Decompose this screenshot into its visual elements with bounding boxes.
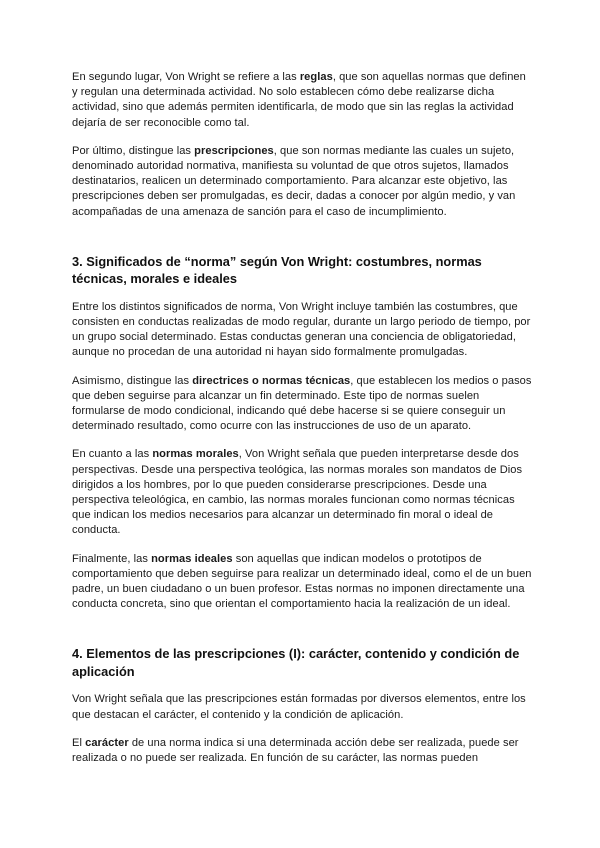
- bold-term: directrices o normas técnicas: [192, 374, 351, 387]
- bold-term: prescripciones: [194, 144, 274, 157]
- text-run: En segundo lugar, Von Wright se refiere a las: [72, 71, 300, 83]
- text-run: , que son normas mediante las cuales un sujeto, denominado autoridad normativa, manifiesta su voluntad de que otros sujetos, llamados destinatarios, realicen un determinado comportamiento. Para alcanzar este objetivo, las prescripciones deben ser promulgadas, es decir, dadas a conocer por algún medio, y van acompañadas de una amenaza de sanción para el caso de incumplimiento.: [72, 144, 516, 218]
- paragraph-normas-tecnicas: [72, 374, 532, 435]
- text-run: son aquellas que indican modelos o prototipos de comportamiento que deben seguirse para realizar un determinado ideal, como el de un buen padre, un buen ciudadano o un buen profesor. Estas normas no imponen directamente una conducta concreta, sino que orientan el comportamiento hacia la realización de un ideal.: [72, 552, 532, 611]
- text-run: , Von Wright señala que pueden interpretarse desde dos perspectivas. Desde una perspectiva teológica, las normas morales son mandatos de Dios dirigidos a los hombres, por lo que pueden considerarse prescripciones. Desde una perspectiva teleológica, en cambio, las normas morales funcionan como normas técnicas que indican los medios necesarios para alcanzar un determinado fin moral o ideal de conducta.: [72, 448, 523, 537]
- document-body: [72, 70, 532, 779]
- text-run: de una norma indica si una determinada acción debe ser realizada, puede ser realizada o no puede ser realizada. En función de su carácter, las normas pueden: [72, 736, 519, 765]
- paragraph-normas-ideales: [72, 552, 532, 613]
- text-run: , que establecen los medios o pasos que deben seguirse para alcanzar un fin determinado. Este tipo de normas suelen formularse de modo condicional, indicando qué debe hacerse si se quiere conseguir un determinado resultado, como ocurre con las instrucciones de uso de un aparato.: [72, 374, 532, 433]
- text-run: , que son aquellas normas que definen y regulan una determinada actividad. No solo establecen cómo debe realizarse dicha actividad, sino que además permiten identificarla, de modo que sin las reglas la actividad dejaría de ser reconocible como tal.: [72, 71, 526, 129]
- section-heading-3: 3. Significados de “norma” según Von Wright: costumbres, normas técnicas, morales e ideales: [72, 253, 482, 287]
- paragraph-caracter: [72, 736, 532, 766]
- text-run: El: [72, 736, 86, 749]
- paragraph-elementos: Von Wright señala que las prescripciones están formadas por diversos elementos, entre los que destacan el carácter, el contenido y la condición de aplicación.: [72, 693, 526, 721]
- bold-term: carácter: [85, 736, 129, 749]
- paragraph-costumbres: Entre los distintos significados de norma, Von Wright incluye también las costumbres, que consisten en conductas realizadas de modo regular, durante un largo periodo de tiempo, por un grupo social determinado. Estas conductas generan una conciencia de obligatoriedad, aunque no procedan de una autoridad ni hayan sido formalmente promulgadas.: [72, 300, 531, 359]
- text-run: En cuanto a las: [72, 448, 153, 461]
- section-heading-4: 4. Elementos de las prescripciones (I): carácter, contenido y condición de aplicación: [72, 646, 520, 679]
- bold-term: normas ideales: [151, 552, 233, 565]
- text-run: Por último, distingue las: [72, 144, 195, 157]
- bold-term: reglas: [299, 71, 333, 83]
- paragraph-reglas: [72, 70, 532, 131]
- bold-term: normas morales: [152, 448, 239, 461]
- paragraph-prescripciones: [72, 144, 532, 220]
- text-run: Finalmente, las: [72, 552, 152, 565]
- paragraph-normas-morales: [72, 447, 532, 538]
- text-run: Asimismo, distingue las: [72, 374, 193, 387]
